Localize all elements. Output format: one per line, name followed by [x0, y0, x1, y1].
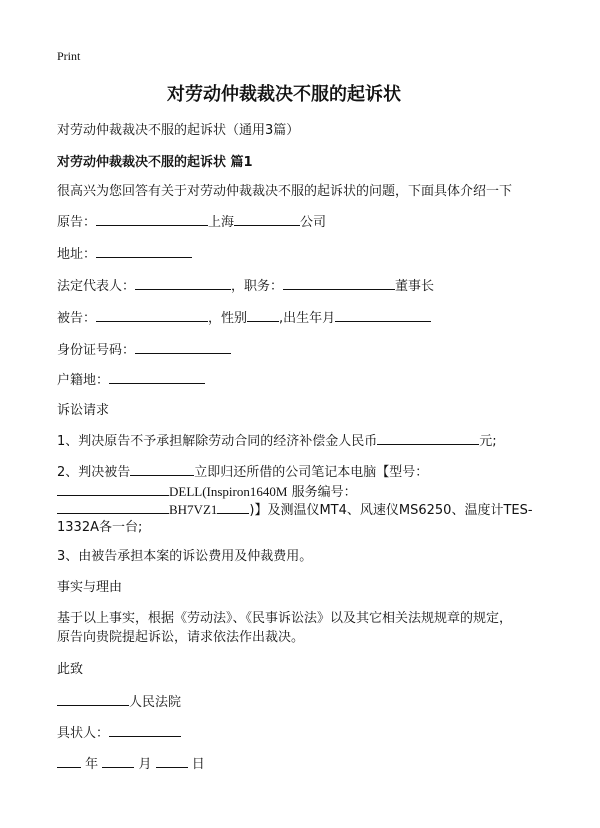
- claim-2-start: 2、判决被告: [57, 465, 131, 480]
- address-label: 地址：: [57, 247, 97, 262]
- claim-2-instruments: )】及测温仪MT4、风速仪MS6250、温度计TES-: [249, 503, 533, 518]
- claims-heading: 诉讼请求: [57, 403, 110, 418]
- blank-compensation: [377, 433, 479, 445]
- plaintiff-label: 原告：: [57, 215, 97, 230]
- gender-label: ，性别: [208, 311, 248, 326]
- id-number-label: 身份证号码：: [57, 343, 136, 358]
- year-label: 年: [85, 757, 99, 772]
- position-label: ，职务：: [231, 279, 284, 294]
- blank-year: [57, 756, 81, 768]
- closing-salutation: 此致: [57, 662, 84, 677]
- month-label: 月: [138, 757, 152, 772]
- blank-id-number: [135, 342, 231, 354]
- page-title: 对劳动仲裁裁决不服的起诉状: [167, 84, 401, 105]
- defendant-line: [57, 310, 431, 327]
- id-number-line: [57, 342, 231, 359]
- claim-1-end: 元;: [479, 434, 497, 449]
- date-line: [57, 756, 205, 773]
- court-label: 人民法院: [129, 695, 182, 710]
- claim-2-line-1: [57, 464, 428, 481]
- blank-court: [57, 694, 129, 706]
- signer-line: [57, 725, 181, 742]
- plaintiff-company: 公司: [300, 215, 327, 230]
- claim-2-line-4: 1332A各一台;: [57, 520, 143, 535]
- blank-model: [57, 484, 169, 496]
- blank-dob: [335, 310, 431, 322]
- blank-defendant-name: [130, 464, 194, 476]
- domicile-line: [57, 372, 205, 389]
- facts-heading: 事实与理由: [57, 580, 123, 595]
- domicile-label: 户籍地：: [57, 373, 110, 388]
- address-line: [57, 246, 192, 263]
- facts-paragraph-line-2: 原告向贵院提起诉讼，请求依法作出裁决。: [57, 630, 305, 645]
- intro-paragraph: 很高兴为您回答有关于对劳动仲裁裁决不服的起诉状的问题，下面具体介绍一下: [57, 184, 513, 199]
- blank-legal-rep: [135, 278, 231, 290]
- legal-rep-label: 法定代表人：: [57, 279, 136, 294]
- blank-position: [283, 278, 395, 290]
- claim-1-text: 1、判决原告不予承担解除劳动合同的经济补偿金人民币: [57, 434, 378, 449]
- blank-company: [234, 214, 300, 226]
- service-label: 服务编号：: [291, 485, 357, 500]
- day-label: 日: [191, 757, 205, 772]
- plaintiff-line: [57, 214, 326, 231]
- claim-2-line-3: [57, 502, 533, 519]
- blank-plaintiff: [96, 214, 208, 226]
- blank-month: [102, 756, 134, 768]
- blank-signer: [109, 725, 181, 737]
- court-line: [57, 694, 181, 711]
- blank-gender: [247, 310, 279, 322]
- legal-rep-line: [57, 278, 434, 295]
- print-link[interactable]: Print: [57, 49, 81, 63]
- blank-address: [96, 246, 192, 258]
- blank-service-number: [57, 502, 169, 514]
- claim-1: [57, 433, 497, 450]
- facts-paragraph-line-1: 基于以上事实，根据《劳动法》、《民事诉讼法》以及其它相关法规规章的规定，: [57, 611, 513, 626]
- signer-label: 具状人：: [57, 726, 110, 741]
- defendant-label: 被告：: [57, 311, 97, 326]
- blank-serial-end: [217, 502, 249, 514]
- claim-3: 3、由被告承担本案的诉讼费用及仲裁费用。: [57, 549, 313, 564]
- claim-2-line-2: [57, 484, 357, 501]
- laptop-model: DELL(Inspiron1640M: [169, 484, 288, 499]
- claim-2-laptop: 立即归还所借的公司笔记本电脑【型号：: [194, 465, 429, 480]
- blank-day: [156, 756, 188, 768]
- plaintiff-city: 上海: [208, 215, 235, 230]
- position-title: 董事长: [395, 279, 435, 294]
- section-heading: 对劳动仲裁裁决不服的起诉状 篇1: [57, 155, 253, 170]
- blank-domicile: [109, 372, 205, 384]
- blank-defendant: [96, 310, 208, 322]
- dob-label: ,出生年月: [279, 311, 336, 326]
- serial-number: BH7VZ1: [169, 502, 218, 517]
- subtitle: 对劳动仲裁裁决不服的起诉状（通用3篇）: [57, 123, 300, 138]
